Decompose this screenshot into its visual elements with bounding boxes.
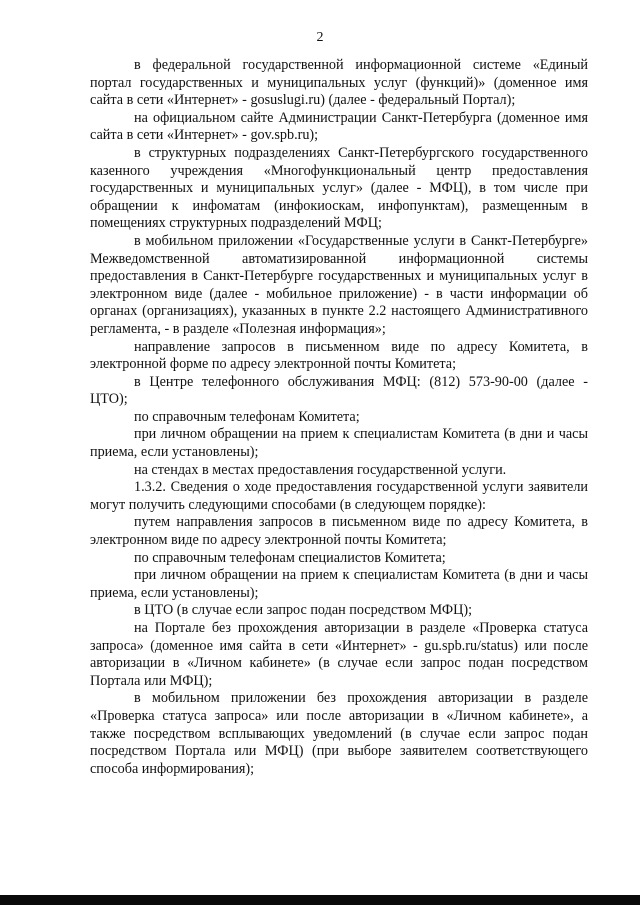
paragraph: путем направления запросов в письменном виде по адресу Комитета, в электронном виде по адресу электронной почты Комитета; xyxy=(90,514,588,549)
paragraph: на официальном сайте Администрации Санкт-Петербурга (доменное имя сайта в сети «Интернет» - gov.spb.ru); xyxy=(90,109,588,144)
paragraph: на стендах в местах предоставления государственной услуги. xyxy=(134,461,507,478)
paragraph: в федеральной государственной информационной системе «Единый портал государственных и муниципальных услуг (функций)» (доменное имя сайта в сети «Интернет» - gosuslugi.ru) (далее - федеральный Портал); xyxy=(90,57,588,109)
paragraph: на Портале без прохождения авторизации в разделе «Проверка статуса запроса» (доменное имя сайта в сети «Интернет» - gu.spb.ru/status) или после авторизации в «Личном кабинете» (в случае если запрос подан посредством Портала или МФЦ); xyxy=(90,620,588,689)
scan-edge-bar xyxy=(0,895,640,905)
paragraph: в структурных подразделениях Санкт-Петербургского государственного казенного учреждения «Многофункциональный центр предоставления государственных и муниципальных услуг» (далее - МФЦ), в том числе при обращении к инфоматам (инфокиоскам, инфопунктам), размещенным в помещениях структурных подразделений МФЦ; xyxy=(90,144,588,232)
paragraph: при личном обращении на прием к специалистам Комитета (в дни и часы приема, если установлены); xyxy=(90,426,588,461)
paragraph: при личном обращении на прием к специалистам Комитета (в дни и часы приема, если установлены); xyxy=(90,567,588,601)
page-number: 2 xyxy=(316,30,324,45)
paragraph: в ЦТО (в случае если запрос подан посредством МФЦ); xyxy=(134,602,473,619)
paragraph: по справочным телефонам Комитета; xyxy=(134,408,360,425)
paragraph: в мобильном приложении без прохождения авторизации в разделе «Проверка статуса запроса» или после авторизации в «Личном кабинете», а также посредством всплывающих уведомлений (в случае если запрос подан посредством Портала или МФЦ) (при выборе заявителем соответствующего способа информирования); xyxy=(90,690,588,777)
paragraph: 1.3.2. Сведения о ходе предоставления государственной услуги заявители могут получить следующими способами (в следующем порядке): xyxy=(90,479,588,513)
paragraph: в Центре телефонного обслуживания МФЦ: (812) 573-90-00 (далее - ЦТО); xyxy=(90,373,588,408)
paragraph: по справочным телефонам специалистов Комитета; xyxy=(134,549,446,566)
paragraph: в мобильном приложении «Государственные услуги в Санкт-Петербурге» Межведомственной автоматизированной информационной системы предоставления в Санкт-Петербурге государственных и муниципальных услуг в электронном виде (далее - мобильное приложение) - в части информации об органах (организациях), указанных в пункте 2.2 настоящего Административного регламента, - в разделе «Полезная информация»; xyxy=(90,232,588,337)
paragraph: направление запросов в письменном виде по адресу Комитета, в электронной форме по адресу электронной почты Комитета; xyxy=(90,338,588,373)
document-body xyxy=(90,57,588,778)
